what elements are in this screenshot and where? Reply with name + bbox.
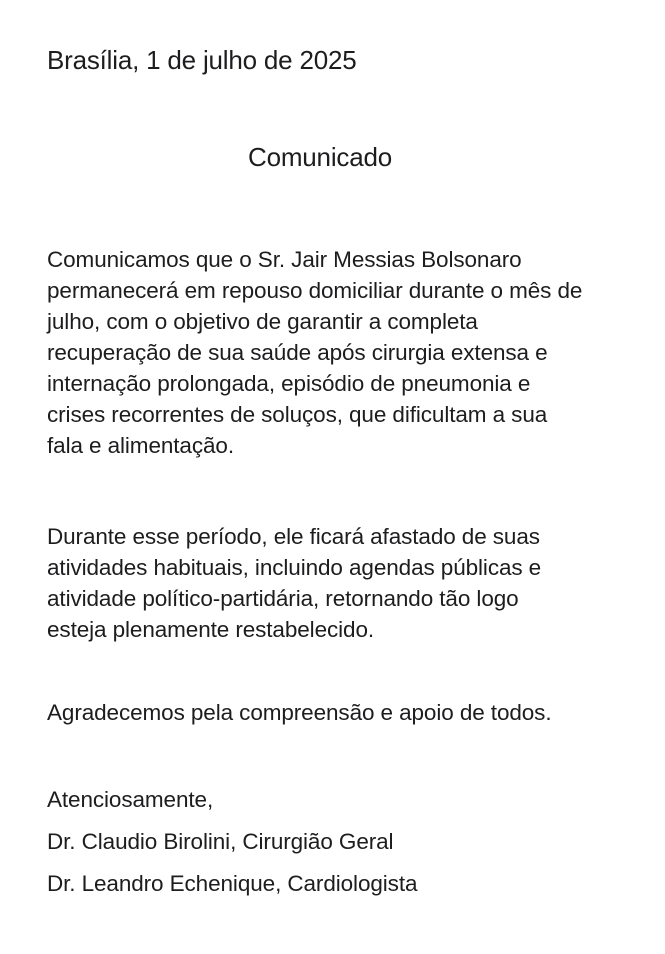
dateline: Brasília, 1 de julho de 2025 bbox=[47, 45, 357, 75]
paragraph-line: Agradecemos pela compreensão e apoio de todos. bbox=[47, 700, 552, 725]
paragraph-line: recuperação de sua saúde após cirurgia extensa e bbox=[47, 340, 548, 365]
signature-surgeon: Dr. Claudio Birolini, Cirurgião Geral bbox=[47, 829, 394, 854]
paragraph-line: Durante esse período, ele ficará afastado de suas bbox=[47, 524, 540, 549]
paragraph-line: atividades habituais, incluindo agendas públicas e bbox=[47, 555, 542, 580]
signature-cardiologist: Dr. Leandro Echenique, Cardiologista bbox=[47, 871, 418, 896]
closing-salutation: Atenciosamente, bbox=[47, 787, 214, 812]
paragraph-line: Comunicamos que o Sr. Jair Messias Bolsonaro bbox=[47, 247, 522, 272]
document-title: Comunicado bbox=[248, 142, 392, 172]
paragraph-line: julho, com o objetivo de garantir a completa bbox=[47, 309, 478, 334]
paragraph-line: esteja plenamente restabelecido. bbox=[47, 617, 375, 642]
paragraph-thanks bbox=[47, 697, 625, 728]
paragraph-activities bbox=[47, 521, 625, 645]
paragraph-line: permanecerá em repouso domiciliar durante o mês de bbox=[47, 278, 583, 303]
paragraph-line: atividade político-partidária, retornando tão logo bbox=[47, 586, 519, 611]
paragraph-line: internação prolongada, episódio de pneumonia e bbox=[47, 371, 531, 396]
paragraph-health-update bbox=[47, 244, 625, 461]
paragraph-line: fala e alimentação. bbox=[47, 433, 234, 458]
paragraph-line: crises recorrentes de soluços, que dificultam a sua bbox=[47, 402, 548, 427]
